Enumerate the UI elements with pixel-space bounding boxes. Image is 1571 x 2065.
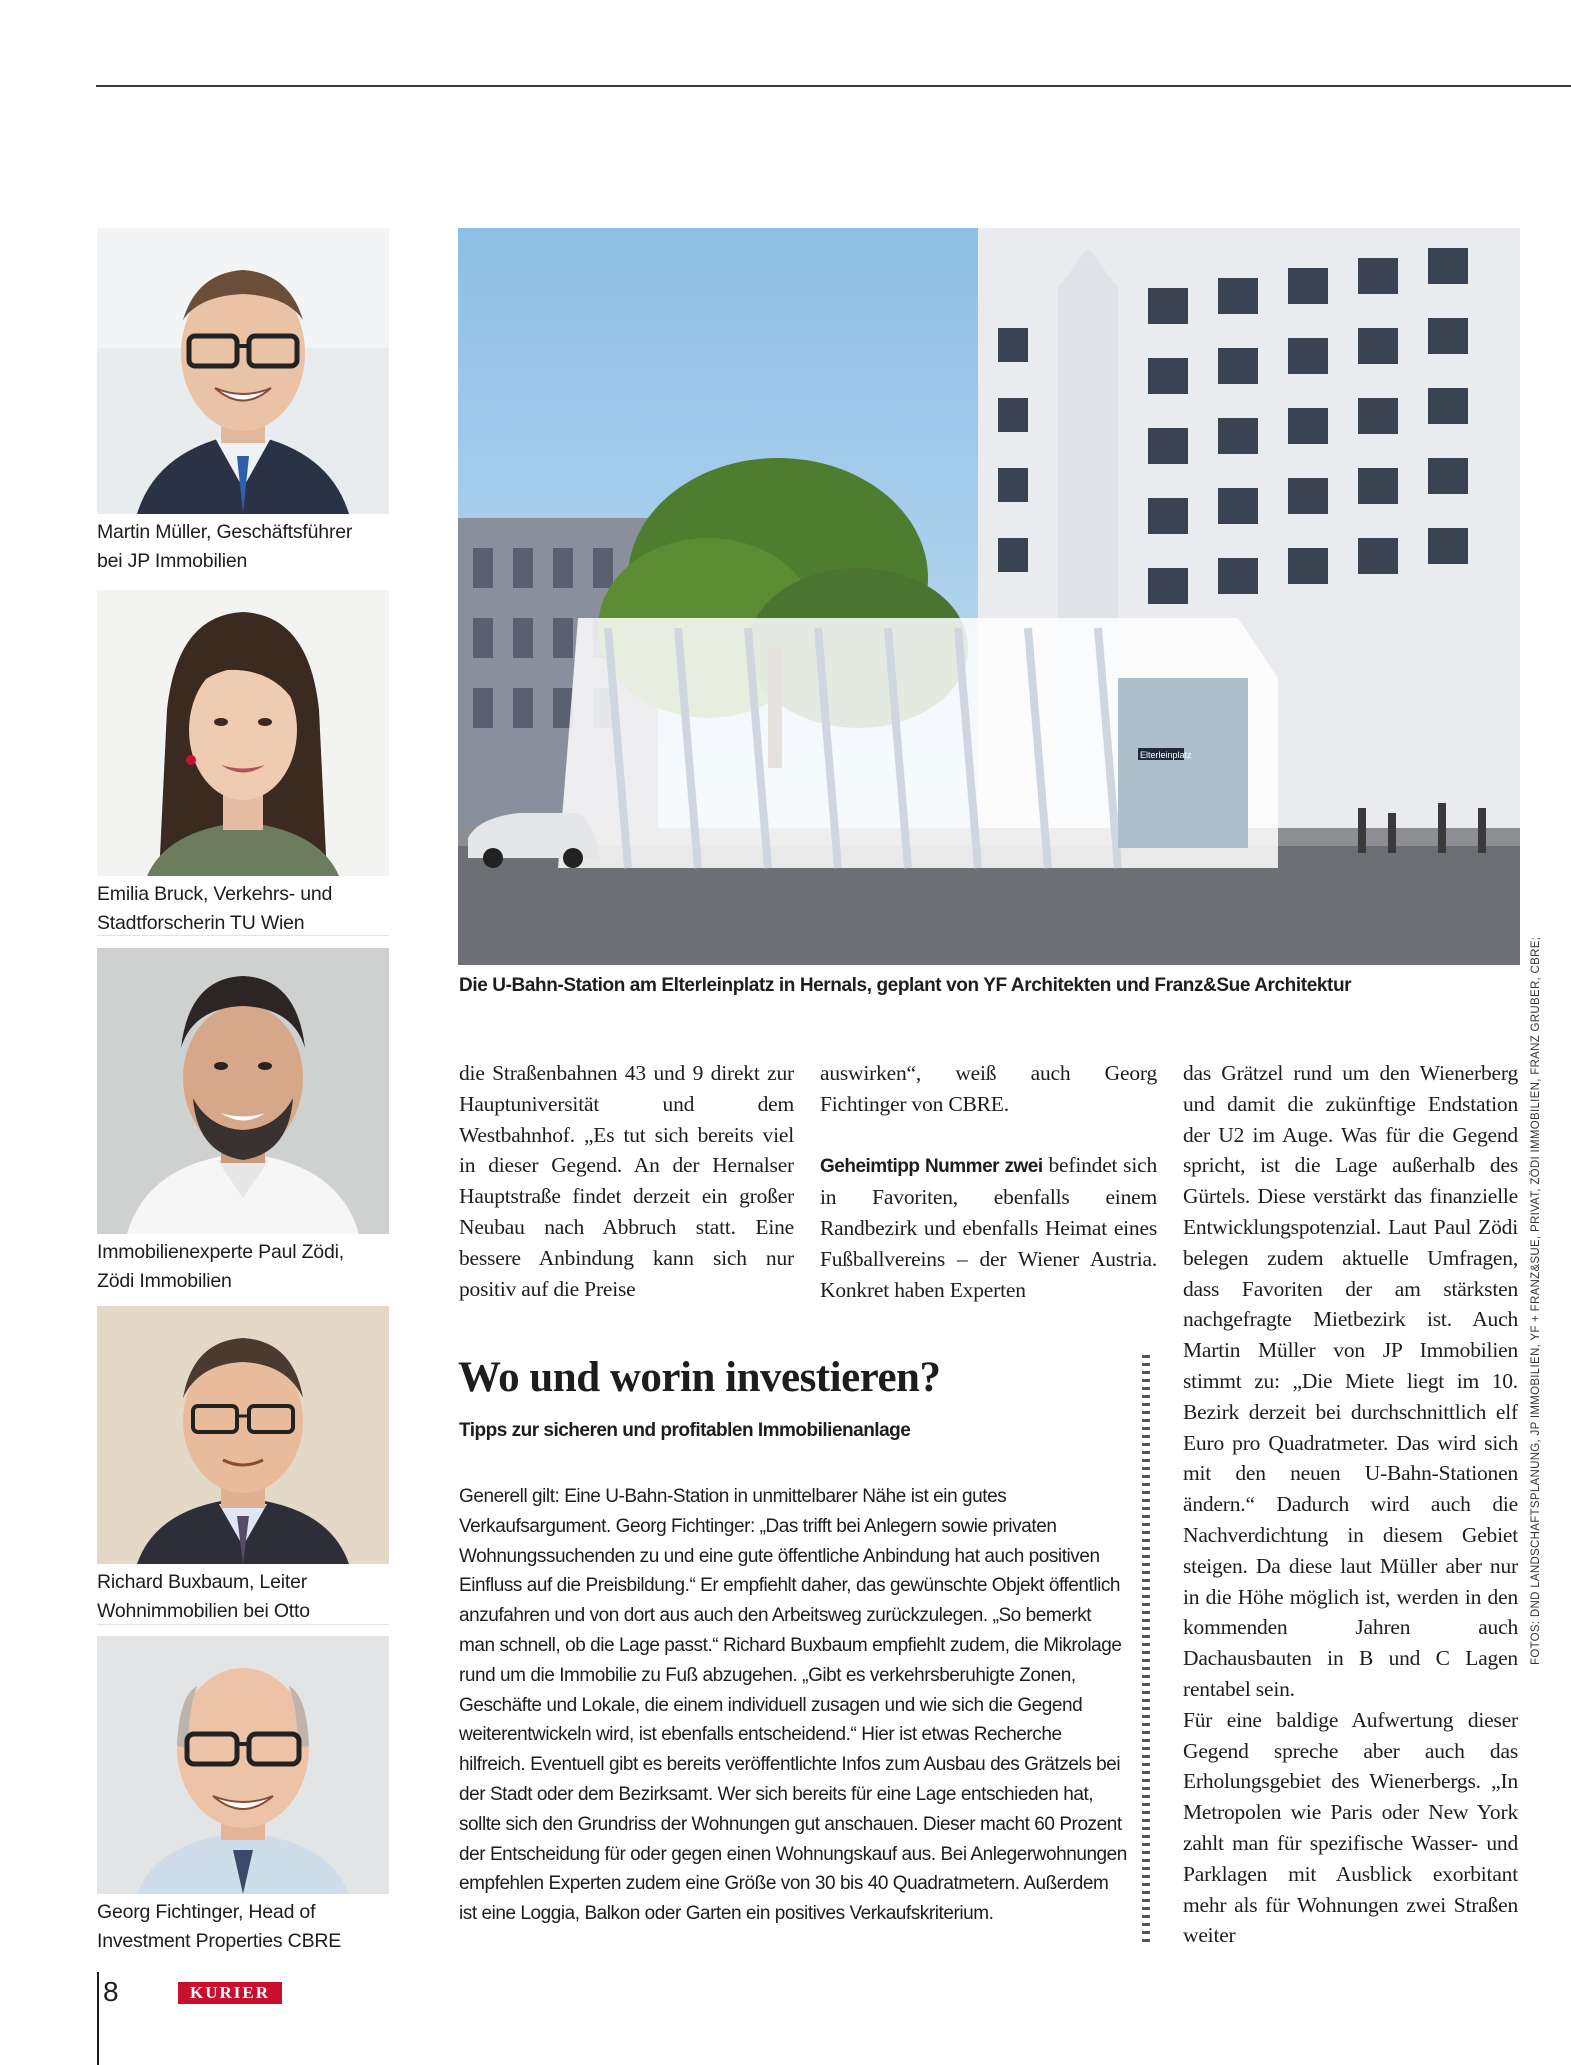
kurier-logo: KURIER	[178, 1982, 282, 2004]
article-paragraph: auswirken“, weiß auch Georg Fichtinger von CBRE.	[820, 1061, 1157, 1116]
article-column-3	[1183, 1058, 1518, 1951]
caption-line: Georg Fichtinger, Head of	[97, 1901, 316, 1923]
box-paragraph: Generell gilt: Eine U-Bahn-Station in unmittelbarer Nähe ist ein gutes Verkaufsargument. Georg Fichtinger: „Das trifft bei Anlegern sowie privaten Wohnungssuchenden zu und eine gute öffentliche Anbindung hat auch positiven Einfluss auf die Preisbildung.“ Er empfiehlt daher, das gewünschte Objekt öffentlich anzufahren und von dort aus auch den Arbeitsweg zurückzulegen. „So bemerkt man schnell, ob die Lage passt.“ Richard Buxbaum empfiehlt zudem, die Mikrolage rund um die Immobilie zu Fuß abzugehen. „Gibt es verkehrsberuhigte Zonen, Geschäfte und Lokale, die einem individuell zusagen und wie sich die Gegend weiterentwickeln wird, ist ebenfalls entscheidend.“ Hier ist etwas Recherche hilfreich. Eventuell gibt es bereits veröffentlichte Infos zum Ausbau des Grätzels bei der Stadt oder dem Bezirksamt. Wer sich bereits für eine Lage entschieden hat, sollte sich den Grundriss der Wohnungen gut anschauen. Dieser macht 60 Prozent der Entscheidung für oder gegen einen Wohnungskauf aus. Bei Anlegerwohnungen empfehlen Experten zudem eine Größe von 30 bis 40 Quadratmetern. Außerdem ist eine Loggia, Balkon oder Garten ein positives Verkaufskriterium.	[459, 1486, 1127, 1925]
box-body	[459, 1482, 1129, 1929]
box-headline: Wo und worin investieren?	[458, 1354, 941, 1401]
article-column-2	[820, 1058, 1157, 1306]
portrait-georg-fichtinger	[97, 1636, 389, 1894]
top-rule	[96, 85, 1571, 87]
dashed-divider	[1142, 1355, 1150, 1945]
portrait-martin-mueller	[97, 228, 389, 514]
article-paragraph: die Straßenbahnen 43 und 9 direkt zur Hauptuniversität und dem Westbahnhof. „Es tut sich bereits viel in dieser Gegend. An der Hernalser Hauptstraße findet derzeit ein großer Neubau nach Abbruch statt. Eine bessere Anbindung kann sich nur positiv auf die Preise	[459, 1061, 794, 1301]
paragraph-body: befindet sich in Favoriten, ebenfalls einem Randbezirk und ebenfalls Heimat eines Fußballvereins – der Wiener Austria. Konkret haben Experten	[820, 1152, 1157, 1302]
portrait-caption	[97, 1898, 397, 1956]
caption-line: Emilia Bruck, Verkehrs- und	[97, 883, 333, 905]
page-number: 8	[103, 1976, 119, 2007]
article-paragraph	[820, 1150, 1157, 1306]
portrait-richard-buxbaum	[97, 1306, 389, 1564]
station-sign: Elterleinplatz	[1140, 750, 1192, 760]
article-column-1	[459, 1058, 794, 1304]
divider	[97, 935, 389, 936]
caption-line: bei JP Immobilien	[97, 550, 248, 572]
photo-caption: Die U-Bahn-Station am Elterleinplatz in Hernals, geplant von YF Architekten und Franz&Sue Architektur	[459, 975, 1352, 996]
caption-line: Immobilienexperte Paul Zödi,	[97, 1241, 344, 1263]
caption-line: Investment Properties CBRE	[97, 1930, 342, 1952]
paragraph-lead: Geheimtipp Nummer zwei	[820, 1155, 1043, 1177]
caption-line: Wohnimmobilien bei Otto	[97, 1600, 310, 1622]
portrait-caption	[97, 1238, 397, 1296]
portrait-caption	[97, 880, 397, 938]
caption-line: Richard Buxbaum, Leiter	[97, 1571, 308, 1593]
photo-credit: FOTOS: DND LANDSCHAFTSPLANUNG, JP IMMOBILIEN, YF + FRANZ&SUE, PRIVAT, ZÖDI IMMOBILIEN, FRANZ GRUBER, CBRE;	[1530, 936, 1542, 1665]
portrait-caption	[97, 1568, 397, 1626]
station-rendering-photo	[458, 228, 1520, 965]
footer-rule	[97, 1972, 99, 2065]
caption-line: Zödi Immobilien	[97, 1270, 232, 1292]
article-paragraph: Für eine baldige Aufwertung dieser Gegend spreche aber auch das Erholungsgebiet des Wienerbergs. „In Metropolen wie Paris oder New York zahlt man für spezifische Wasser- und Parklagen mit Ausblick exorbitant mehr als für Wohnungen zwei Straßen weiter	[1183, 1707, 1518, 1948]
portrait-caption	[97, 518, 397, 576]
divider	[97, 1624, 389, 1625]
portrait-emilia-bruck	[97, 590, 389, 876]
caption-line: Stadtforscherin TU Wien	[97, 912, 305, 934]
box-subhead: Tipps zur sicheren und profitablen Immobilienanlage	[459, 1420, 911, 1441]
article-paragraph: das Grätzel rund um den Wienerberg und damit die zukünftige Endstation der U2 im Auge. Was für die Gegend spricht, ist die Lage außerhalb des Gürtels. Diese verstärkt das finanzielle Entwicklungspotenzial. Laut Paul Zödi belegen zudem aktuelle Umfragen, dass Favoriten der am stärksten nachgefragte Mietbezirk ist. Auch Martin Müller von JP Immobilien stimmt zu: „Die Miete liegt im 10. Bezirk derzeit bei durchschnittlich elf Euro pro Quadratmeter. Das wird sich mit den neuen U-Bahn-Stationen ändern.“ Dadurch wird auch die Nachverdichtung in diesem Gebiet steigen. Da diese laut Müller aber nur in die Höhe möglich ist, werden in den kommenden Jahren auch Dachausbauten in B und C Lagen rentabel sein.	[1183, 1061, 1518, 1701]
portrait-paul-zoedi	[97, 948, 389, 1234]
caption-line: Martin Müller, Geschäftsführer	[97, 521, 353, 543]
